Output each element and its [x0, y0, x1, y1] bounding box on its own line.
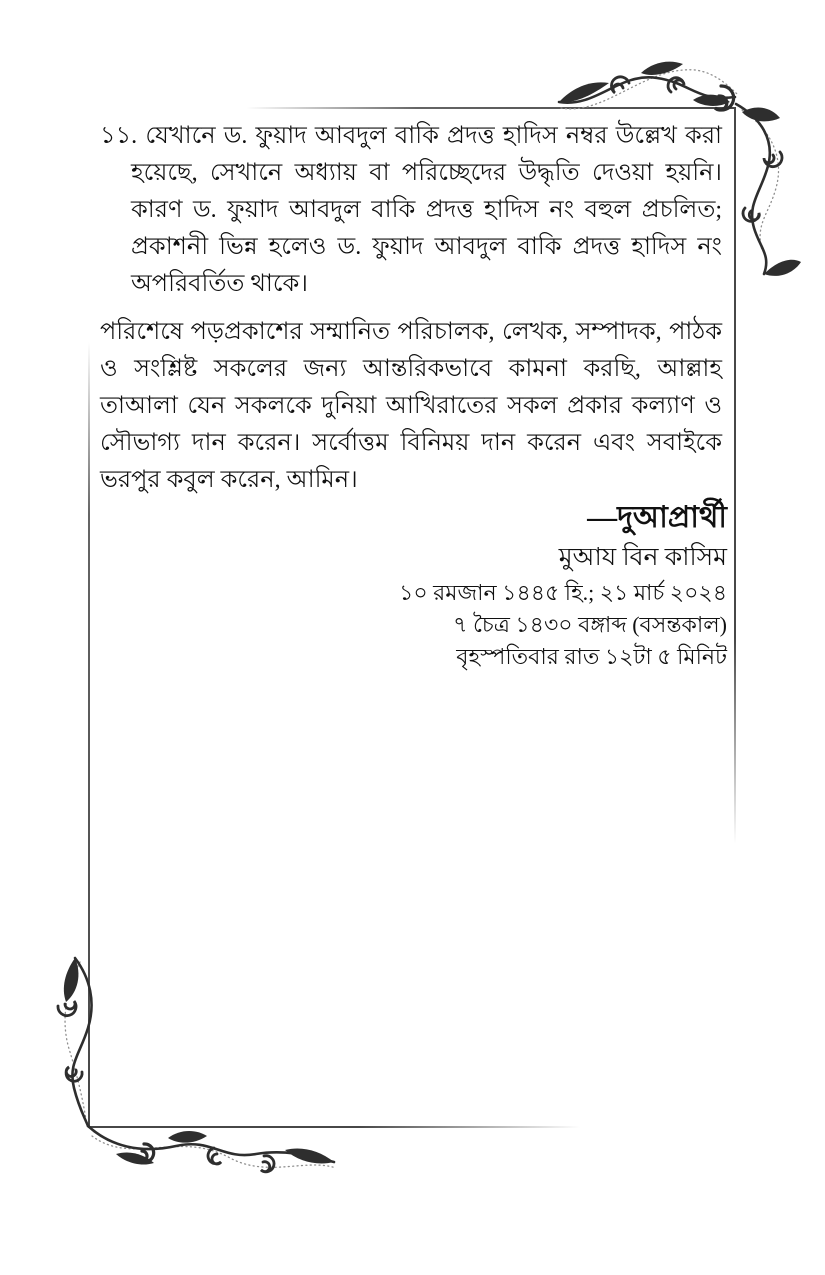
signature-block	[100, 498, 727, 673]
footnote-text: যেখানে ড. ফুয়াদ আবদুল বাকি প্রদত্ত হাদিস নম্বর উল্লেখ করা হয়েছে, সেখানে অধ্যায় বা পরিচ্ছেদের উদ্ধৃতি দেওয়া হয়নি। কারণ ড. ফুয়াদ আবদুল বাকি প্রদত্ত হাদিস নং বহুল প্রচলিত; প্রকাশনী ভিন্ন হলেও ড. ফুয়াদ আবদুল বাকি প্রদত্ত হাদিস নং অপরিবর্তিত থাকে।	[131, 123, 723, 297]
frame-border-top	[246, 107, 735, 109]
corner-flourish-bottom-left-icon	[28, 948, 348, 1188]
signature-name: মুআয বিন কাসিম	[558, 544, 727, 571]
frame-border-left	[88, 342, 90, 1128]
footnote-item	[100, 118, 722, 303]
page-body	[100, 118, 722, 499]
footnote-number: ১১.	[100, 123, 138, 149]
closing-paragraph: পরিশেষে পড়প্রকাশের সম্মানিত পরিচালক, লেখক, সম্পাদক, পাঠক ও সংশ্লিষ্ট সকলের জন্য আন্তরিকভাবে কামনা করছি, আল্লাহ তাআলা যেন সকলকে দুনিয়া আখিরাতের সকল প্রকার কল্যাণ ও সৌভাগ্য দান করেন। সর্বোত্তম বিনিময় দান করেন এবং সবাইকে ভরপুর কবুল করেন, আমিন।	[100, 319, 722, 493]
signature-date-bangla: ৭ চৈত্র ১৪৩০ বঙ্গাব্দ (বসন্তকাল)	[453, 612, 727, 637]
signature-date-hijri-gregorian: ১০ রমজান ১৪৪৫ হি.; ২১ মার্চ ২০২৪	[399, 580, 727, 605]
frame-border-bottom	[88, 1126, 580, 1128]
frame-border-right	[734, 107, 736, 844]
signature-role: —দুআপ্রার্থী	[587, 501, 727, 534]
signature-day-time: বৃহস্পতিবার রাত ১২টা ৫ মিনিট	[456, 644, 727, 669]
